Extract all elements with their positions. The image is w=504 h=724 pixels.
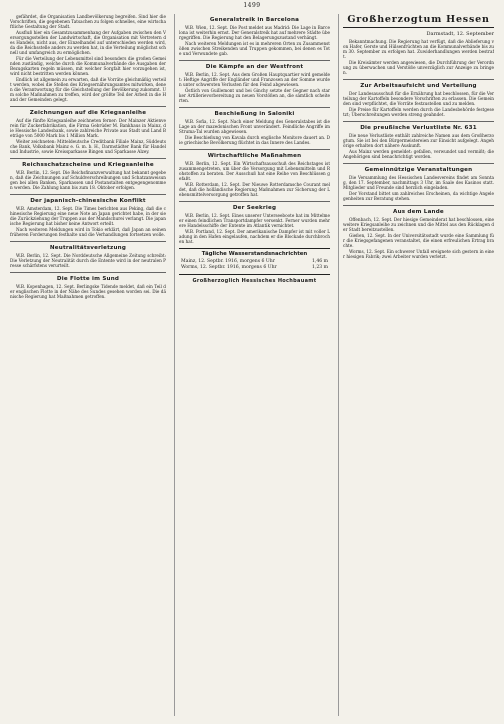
article-paragraph: Östlich von Guillemont und bei Ginchy setzte der Gegner nach starker Artillerievorbereitung zu neuen Vorstößen an, die sämtlich scheiterten. (179, 88, 330, 103)
article-paragraph: Weiter zeichneten: Mitteldeutsche Creditbank Filiale Mainz, Süddeutsche Bank, Volksbank Mainz e. G. m. b. H., Darmstädter Bank für Handel und Industrie, sowie Kreissparkasse Bingen und Sparkasse Alzey. (10, 139, 166, 154)
columns (10, 14, 494, 716)
article (179, 17, 330, 56)
article-paragraph: W.B. Berlin, 12. Sept. Eines unserer Unterseeboote hat im Mittelmeer einen feindlichen Transportdampfer versenkt. Ferner wurden mehrere Handelsschiffe der Entente im Atlantik vernichtet. (179, 213, 330, 228)
article-divider (10, 194, 166, 195)
article-heading: Gemeinnützige Veranstaltungen (364, 167, 473, 173)
article (343, 83, 494, 117)
article-paragraph: Nach weiteren Meldungen wird in Tokio erklärt, daß Japan an seinen früheren Forderungen festhalte und die Verhandlungen fortsetzen wolle. (10, 227, 166, 237)
article-heading: Zeichnungen auf die Kriegsanleihe (29, 110, 147, 116)
column-2 (174, 14, 330, 716)
article-divider (179, 149, 330, 150)
article-divider (343, 205, 494, 206)
table-title: Tägliche Wasserstandsnachrichten (201, 251, 308, 257)
article-paragraph: W.B. Berlin, 12. Sept. Die Norddeutsche Allgemeine Zeitung schreibt: Die Verletzung der Neutralität durch die Entente wird in der neutralen Presse schärfstens verurteilt. (10, 253, 166, 268)
article-paragraph: W.B. Berlin, 12. Sept. Aus dem Großen Hauptquartier wird gemeldet: Heftige Angriffe der Engländer und Franzosen an der Somme wurden unter schwersten Verlusten für den Feind abgewiesen. (179, 72, 330, 87)
article-paragraph: W.B. Berlin, 12. Sept. Ein Wirtschaftsausschuß des Reichstages ist zusammengetreten, um über die Versorgung mit Lebensmitteln und Rohstoffen zu beraten. Der Ausschuß hat eine Reihe von Beschlüssen gefaßt. (179, 161, 330, 181)
page-number: 1499 (243, 2, 261, 9)
article-divider (343, 121, 494, 122)
article-divider (10, 158, 166, 159)
dateline: Darmstadt, 12. September (426, 31, 494, 37)
article-paragraph: Gießen, 12. Sept. In der Universitätsstadt wurde eine Sammlung für die Kriegsgefangenen veranstaltet, die einen erfreulichen Ertrag brachte. (343, 233, 494, 248)
table-cell-place: Mainz, 12. Septbr. 1916, morgens 6 Uhr (181, 259, 275, 264)
article-paragraph: Für die Verteilung der Lebensmittel sind besonders die großen Gemeinden zuständig, welche durch die Kommunalverbände die Ausgaben der Bezugskarten regeln müssen, mit welcher Sorgfalt hier vorzugehen ist, wird nicht bestritten werden können. (10, 56, 166, 76)
article-paragraph: Die neue Verlustliste enthält zahlreiche Namen aus dem Großherzogtum. Sie ist bei den Bürgermeistereien zur Einsicht aufgelegt. Angehörige erhalten dort nähere Auskunft. (343, 133, 494, 148)
article (10, 162, 166, 190)
article-divider (179, 60, 330, 61)
article-paragraph: Bekanntmachung. Die Regierung hat verfügt, daß die Ablieferung von Hafer, Gerste und Hülsenfrüchten an die Kommunalverbände bis zum 30. September zu erfolgen hat. Zuwiderhandlungen werden bestraft. (343, 39, 494, 59)
article (343, 167, 494, 201)
article-divider (10, 272, 166, 273)
article-paragraph: Aus Mainz werden gemeldet: gefallen, verwundet und vermißt; die Angehörigen sind benachrichtigt worden. (343, 149, 494, 159)
article (179, 64, 330, 103)
article (179, 153, 330, 197)
article-paragraph: Ausfluß hier ein Gesamtzusammenhang der Aufgaben zwischen den Versorgungsstellen der Landwirtschaft, die Organisation mit Vertretern des Handels, nicht aus, der Einzelhandel auf unterschieden werden wird, da die Reichsstelle anders zu werden hat, in die Verteilung möglichst schnell und umfangreich zu ermöglichen. (10, 30, 166, 55)
article (343, 209, 494, 259)
article-paragraph: W.B. Amsterdam, 12. Sept. Die Times berichten aus Peking, daß die chinesische Regierung eine neue Note an Japan gerichtet habe, in der sie die Zurückziehung der Truppen aus der Mandschurei verlangt. Die japanische Regierung hat bisher keine Antwort erteilt. (10, 206, 166, 226)
article-divider (10, 106, 166, 107)
article-divider (10, 241, 166, 242)
article (179, 205, 330, 244)
table-cell-value: 1,23 m (311, 265, 328, 270)
article (179, 111, 330, 145)
article-paragraph: Der Landesausschuß für die Ernährung hat beschlossen, für die Verteilung der Kartoffeln besondere Vorschriften zu erlassen. Die Gemeinden sind verpflichtet, die Vorräte festzustellen und zu melden. (343, 91, 494, 106)
article-heading: Generalstreik in Barcelona (209, 17, 300, 23)
article-paragraph: Die Versammlung des Hessischen Landesvereins findet am Sonntag, den 17. September, nachmittags 3 Uhr, im Saale des Kasinos statt. Mitglieder und Freunde sind herzlich eingeladen. (343, 175, 494, 190)
article (10, 110, 166, 154)
article-paragraph: Die Beschießung von Kavala durch englische Monitore dauert an. Die griechische Bevölkerung flüchtet in das Innere des Landes. (179, 135, 330, 145)
article-heading: Zur Arbeitsaufsicht und Verteilung (360, 83, 477, 89)
article (10, 245, 166, 268)
article-paragraph: Endlich ist allgemein zu erwarten, daß die Vorräte gleichmäßig verteilt werden, wobei die Stellen des Kriegsernährungsamtes mitwirken, denen die Verantwortung für die Gleichstellung der Bevölkerung zukommt. Um solche Maßnahmen zu treffen, wird der größte Teil der Arbeit in die Hand der Gemeinden gelegt. (10, 77, 166, 102)
article-paragraph: W.B. Berlin, 12. Sept. Die Reichsfinanzverwaltung hat bekannt gegeben, daß die Zeichnungen auf Schuldverschreibungen und Schatzanweisungen bei allen Banken, Sparkassen und Postanstalten entgegengenommen werden. Die Zahlung kann bis zum 18. Oktober erfolgen. (10, 170, 166, 190)
article-paragraph: Auf die fünfte Kriegsanleihe zeichneten ferner: Der Mainzer Aktienverein für Zuckerfabrikation, die Firma Gebrüder M. Bankhaus in Mainz, die Hessische Landesbank, sowie zahlreiche Private aus Stadt und Land Beträge von 5000 Mark bis 1 Million Mark. (10, 118, 166, 138)
article (10, 14, 166, 102)
article-heading: Aus dem Lande (393, 209, 444, 215)
article (10, 276, 166, 299)
masthead-rule (343, 27, 494, 28)
article (343, 39, 494, 75)
column-1 (10, 14, 166, 716)
table-cell-value: 1,46 m (311, 259, 328, 264)
table-row (179, 265, 330, 271)
article-heading: Der japanisch-chinesische Konflikt (30, 198, 146, 204)
table-footer: Großherzoglich Hessisches Hochbauamt (192, 278, 317, 284)
article-paragraph: W.B. Wien, 12. Sept. Die Post meldet aus Madrid: Die Lage in Barcelona ist weiterhin ernst. Der Generalstreik hat auf mehrere Städte übergegriffen. Die Regierung hat den Belagerungszustand verhängt. (179, 25, 330, 40)
article-paragraph: Die Kreisämter werden angewiesen, die Durchführung der Verordnung zu überwachen und Verstöße unverzüglich zur Anzeige zu bringen. (343, 60, 494, 75)
article (343, 125, 494, 159)
water-level-table (179, 248, 330, 275)
section-masthead: Großherzogtum Hessen (347, 14, 490, 25)
article-heading: Der Seekrieg (232, 205, 277, 211)
article-paragraph: Die Preise für Kartoffeln werden durch die Landesbehörde festgesetzt; Überschreitungen werden streng geahndet. (343, 107, 494, 117)
article-paragraph: Nach weiteren Meldungen ist es in mehreren Orten zu Zusammenstößen zwischen Streikenden und Truppen gekommen, bei denen es Tote und Verwundete gab. (179, 41, 330, 56)
article-heading: Wirtschaftliche Maßnahmen (207, 153, 302, 159)
article-heading: Beschießung in Saloniki (214, 111, 295, 117)
article-heading: Reichsschatzscheine und Kriegsanleihe (22, 162, 154, 168)
article-paragraph: Offenbach, 12. Sept. Der hiesige Gemeinderat hat beschlossen, eine weitere Kriegsanleihe zu zeichnen und die Mittel aus den Rücklagen der Stadt bereitzustellen. (343, 217, 494, 232)
article-heading: Die Flotte im Sund (56, 276, 120, 282)
column-3 (338, 14, 494, 716)
article-heading: Die preußische Verlustliste Nr. 631 (360, 125, 477, 131)
article-paragraph: W.B. Kopenhagen, 12. Sept. Berlingske Tidende meldet, daß ein Teil der englischen Flotte in der Nähe des Sundes gesehen worden sei. Die dänische Regierung hat Maßnahmen getroffen. (10, 284, 166, 299)
article-paragraph: Worms, 12. Sept. Ein schwerer Unfall ereignete sich gestern in einer hiesigen Fabrik; zwei Arbeiter wurden verletzt. (343, 249, 494, 259)
article-divider (343, 79, 494, 80)
article-divider (343, 163, 494, 164)
article-divider (179, 107, 330, 108)
article-paragraph: Der Vorstand bittet um zahlreiches Erscheinen, da wichtige Angelegenheiten zur Beratung stehen. (343, 191, 494, 201)
table-cell-place: Worms, 12. Septbr. 1916, morgens 6 Uhr (181, 265, 277, 270)
article-paragraph: W.B. Rotterdam, 12. Sept. Der Nieuwe Rotterdamsche Courant meldet, daß die holländische Regierung Maßnahmen zur Sicherung der Lebensmittelversorgung getroffen hat. (179, 182, 330, 197)
article-paragraph: W.B. Sofia, 12. Sept. Nach einer Meldung des Generalstabes ist die Lage an der mazedonischen Front unverändert. Feindliche Angriffe im Struma-Tal wurden abgewiesen. (179, 119, 330, 134)
article (10, 198, 166, 237)
article-heading: Neutralitätsverletzung (49, 245, 127, 251)
article-paragraph: W.B. Portland, 12. Sept. Der amerikanische Dampfer ist mit voller Ladung in den Hafen eingelaufen, nachdem er die Blockade durchbrochen hat. (179, 229, 330, 244)
article-paragraph: gefährdet, die Organisation Landbevölkerung begreifen. Sind hier die Vorschriften, die gegebenen Tatsachen zu folgen schnelles, eine wirtschaftliche Gestaltung der Stadt. (10, 14, 166, 29)
article-divider (179, 201, 330, 202)
article-heading: Die Kämpfe an der Westfront (205, 64, 304, 70)
